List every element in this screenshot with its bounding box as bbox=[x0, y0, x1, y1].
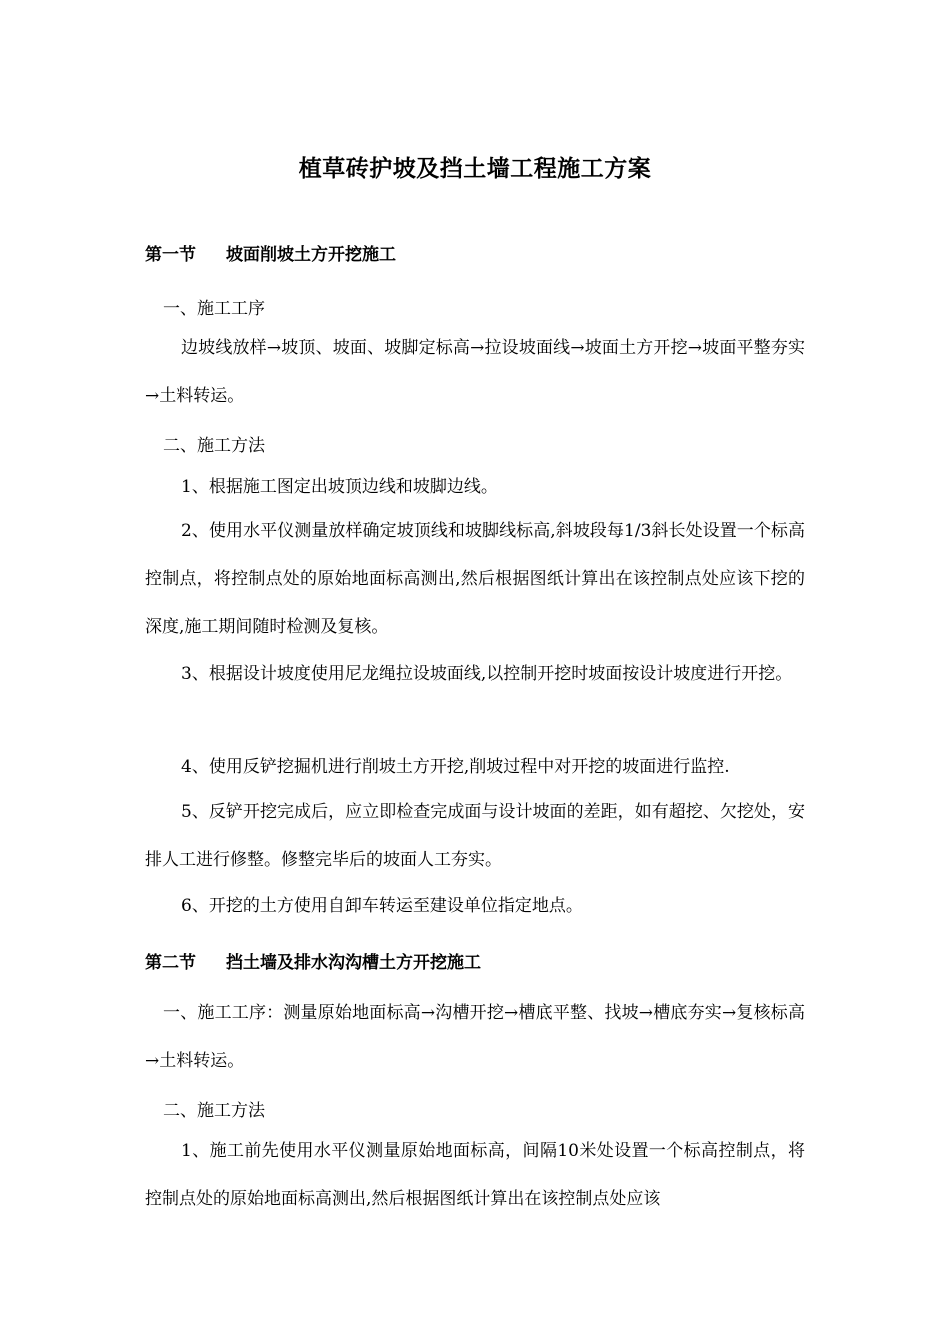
section-1-item-1: 1、根据施工图定出坡顶边线和坡脚边线。 bbox=[181, 477, 498, 497]
section-1-item-2: 2、使用水平仪测量放样确定坡顶线和坡脚线标高,斜坡段每1/3斜长处设置一个标高控制点，将控制点处的原始地面标高测出,然后根据图纸计算出在该控制点处应该下挖的深度,施工期间随时检测及复核。 bbox=[145, 521, 805, 637]
section-2-sub2-heading: 二、施工方法 bbox=[163, 1101, 265, 1121]
section-2-sub1-text: 一、施工工序：测量原始地面标高→沟槽开挖→槽底平整、找坡→槽底夯实→复核标高→土料转运。 bbox=[145, 1003, 805, 1071]
section-1-item-5: 5、反铲开挖完成后，应立即检查完成面与设计坡面的差距，如有超挖、欠挖处，安排人工进行修整。修整完毕后的坡面人工夯实。 bbox=[145, 802, 805, 870]
section-2-number: 第二节 bbox=[145, 953, 196, 973]
document-title: 植草砖护坡及挡土墙工程施工方案 bbox=[298, 155, 652, 182]
section-1-heading bbox=[145, 240, 396, 265]
section-2-title: 挡土墙及排水沟沟槽土方开挖施工 bbox=[226, 953, 481, 973]
section-1-item-6: 6、开挖的土方使用自卸车转运至建设单位指定地点。 bbox=[181, 896, 583, 916]
section-1-sub1-heading: 一、施工工序 bbox=[163, 299, 265, 319]
section-1-title: 坡面削坡土方开挖施工 bbox=[226, 245, 396, 265]
section-1-sub2-heading: 二、施工方法 bbox=[163, 436, 265, 456]
section-1-item-4: 4、使用反铲挖掘机进行削坡土方开挖,削坡过程中对开挖的坡面进行监控. bbox=[181, 757, 730, 777]
section-1-sub1-text: 边坡线放样→坡顶、坡面、坡脚定标高→拉设坡面线→坡面土方开挖→坡面平整夯实→土料转运。 bbox=[145, 338, 805, 406]
section-2-heading bbox=[145, 948, 481, 973]
section-1-number: 第一节 bbox=[145, 245, 196, 265]
section-2-item-1: 1、施工前先使用水平仪测量原始地面标高，间隔10米处设置一个标高控制点，将控制点处的原始地面标高测出,然后根据图纸计算出在该控制点处应该 bbox=[145, 1141, 805, 1209]
section-1-item-3: 3、根据设计坡度使用尼龙绳拉设坡面线,以控制开挖时坡面按设计坡度进行开挖。 bbox=[181, 664, 793, 684]
